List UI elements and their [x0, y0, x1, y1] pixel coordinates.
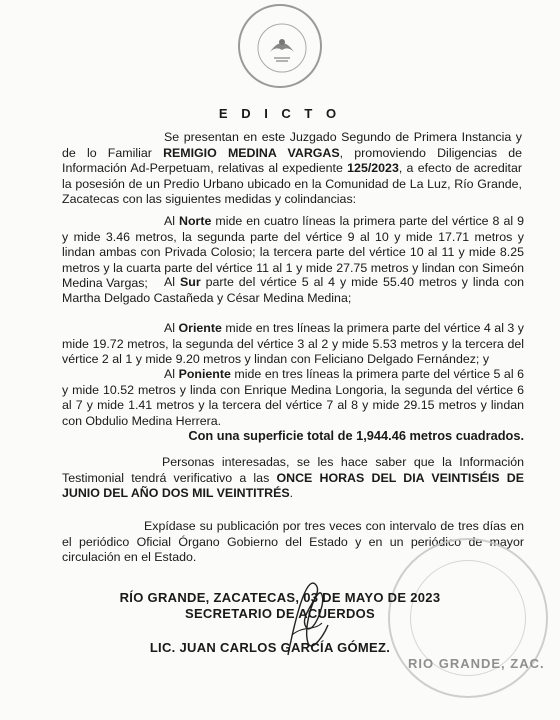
signer-role: SECRETARIO DE ACUERDOS [184, 606, 376, 621]
total-surface: Con una superficie total de 1,944.46 metros cuadrados. [188, 428, 524, 443]
boundary-south: Al Sur parte del vértice 5 al 4 y mide 55.40 metros y linda con Martha Delgado Castañeda y César Medina Medina; [62, 275, 524, 305]
court-seal [238, 4, 322, 88]
eagle-emblem-icon [240, 6, 324, 90]
publication-order: Expídase su publicación por tres veces con intervalo de tres días en el periódico Oficial Órgano Gobierno del Estado y en un periódico de mayor circulación en el Estado. [62, 519, 524, 565]
signer-name: LIC. JUAN CARLOS GARCÍA GÓMEZ. [149, 640, 391, 655]
place-date: RÍO GRANDE, ZACATECAS, 03 DE MAYO DE 2023 [119, 590, 441, 605]
hearing-date: ONCE HORAS DEL DIA VEINTISÉIS DE JUNIO DEL AÑO DOS MIL VEINTITRÉS [62, 470, 524, 501]
stamp-location: RIO GRANDE, ZAC. [408, 656, 545, 671]
boundary-east: Al Oriente mide en tres líneas la primera parte del vértice 4 al 3 y mide 19.72 metros, la segunda del vértice 3 al 2 y mide 5.53 metros y la tercera del vértice 2 al 1 y mide 9.20 metros y lindan con Feliciano Delgado Fernández; y [62, 321, 524, 367]
hearing-notice: Personas interesadas, se les hace saber que la Información Testimonial tendrá verificativo a las ONCE HORAS DEL DIA VEINTISÉIS DE JUNIO DEL AÑO DOS MIL VEINTITRÉS. [62, 455, 524, 501]
case-number: 125/2023 [347, 161, 399, 176]
boundary-north: Al Norte mide en cuatro líneas la primera parte del vértice 8 al 9 y mide 3.46 metros, la segunda parte del vértice 9 al 10 y mide 17.71 metros y lindan ambas con Privada Colosio; la tercera parte del vértice 10 al 11 y mide 8.25 metros y la cuarta parte del vértice 11 al 1 y mide 27.75 metros y lindan con Simeón Medina Vargas; [62, 214, 524, 291]
petitioner-name: REMIGIO MEDINA VARGAS [163, 145, 340, 160]
boundary-west: Al Poniente mide en tres líneas la primera parte del vértice 5 al 6 y mide 10.52 metros y linda con Enrique Medina Longoria, la segunda del vértice 6 al 7 y mide 1.41 metros y la tercera del vértice 7 al 8 y mide 29.15 metros y lindan con Obdulio Medina Herrera. [62, 367, 524, 428]
document-title: E D I C T O [218, 106, 342, 121]
intro-paragraph: Se presentan en este Juzgado Segundo de Primera Instancia y de lo Familiar REMIGIO MEDINA VARGAS, promoviendo Diligencias de Información Ad-Perpetuam, relativas al expediente 125/2023, a efecto de acreditar la posesión de un Predio Urbano ubicado en la Comunidad de La Luz, Río Grande, Zacatecas con las siguientes medidas y colindancias: [62, 130, 523, 207]
